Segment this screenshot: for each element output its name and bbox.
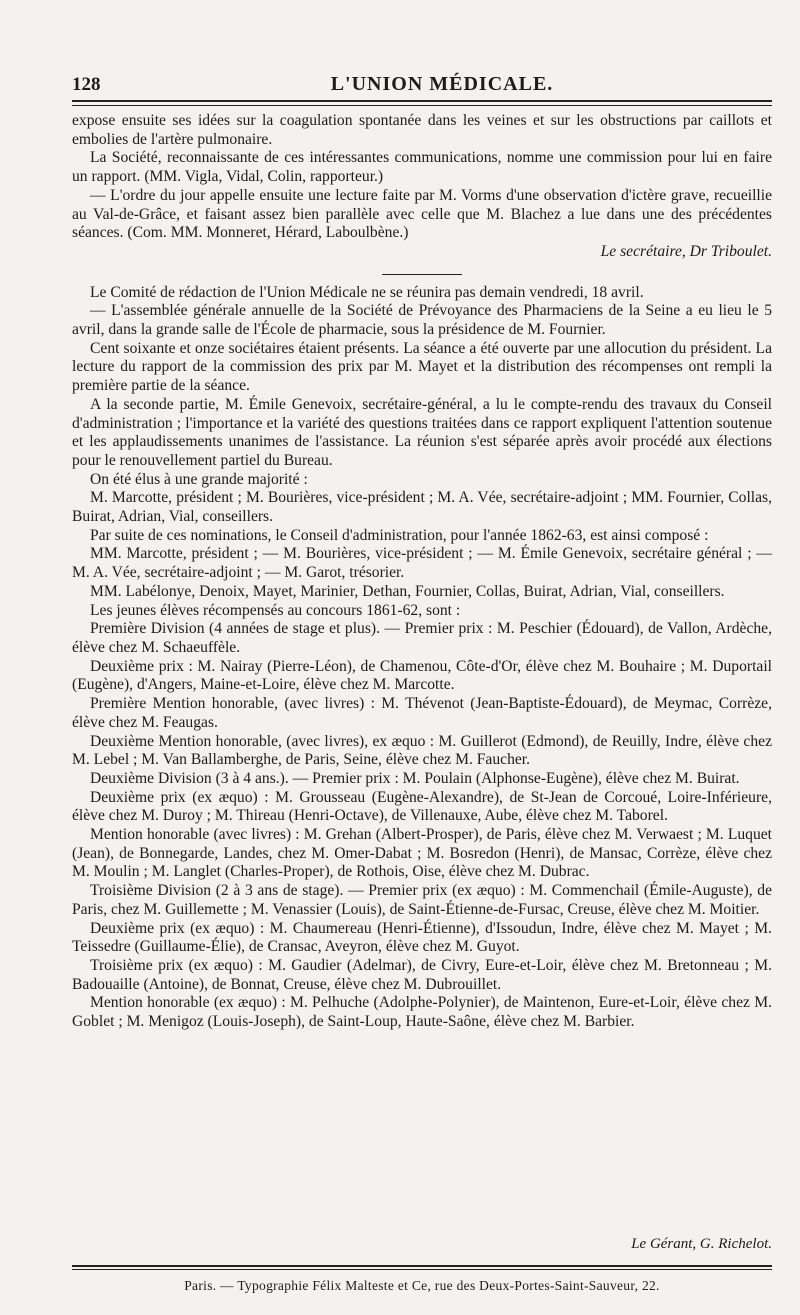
paragraph: Les jeunes élèves récompensés au concours 1861-62, sont : (90, 601, 461, 619)
paragraph: — L'assemblée générale annuelle de la Société de Prévoyance des Pharmaciens de la Seine a eu lieu le 5 avril, dans la grande salle de l'École de pharmacie, sous la présidence de M. Fournier. (72, 302, 772, 339)
paragraph: Deuxième prix : M. Nairay (Pierre-Léon), de Chamenou, Côte-d'Or, élève chez M. Bouhaire ; M. Duportail (Eugène), d'Angers, Maine-et-Loire, élève chez M. Marcotte. (72, 657, 772, 694)
footer-rule (72, 1265, 772, 1270)
header-rule (72, 100, 772, 106)
paragraph: Mention honorable (ex æquo) : M. Pelhuche (Adolphe-Polynier), de Maintenon, Eure-et-Loir, élève chez M. Goblet ; M. Menigoz (Louis-Joseph), de Saint-Loup, Haute-Saône, élève chez M. Barbier. (72, 994, 772, 1031)
paragraph: Deuxième prix (ex æquo) : M. Chaumereau (Henri-Étienne), d'Issoudun, Indre, élève chez M. Mayet ; M. Teissedre (Guillaume-Élie), de Cransac, Aveyron, élève chez M. Guyot. (72, 919, 772, 956)
paragraph: Deuxième prix (ex æquo) : M. Grousseau (Eugène-Alexandre), de St-Jean de Corcoué, Loire-Inférieure, élève chez M. Duroy ; M. Thireau (Henri-Octave), de Villenauxe, Aube, élève chez M. Taborel. (72, 788, 772, 825)
paragraph: On été élus à une grande majorité : (90, 470, 308, 488)
paragraph: MM. Labélonye, Denoix, Mayet, Marinier, Dethan, Fournier, Collas, Buirat, Adrian, Vial, conseillers. (90, 582, 725, 600)
paragraph: Première Mention honorable, (avec livres) : M. Thévenot (Jean-Baptiste-Édouard), de Meymac, Corrèze, élève chez M. Feaugas. (72, 695, 772, 731)
paragraph: Cent soixante et onze sociétaires étaient présents. La séance a été ouverte par une allocution du président. La lecture du rapport de la commission des prix par M. Mayet et la distribution des récompenses ont rempli la première partie de la séance. (72, 339, 772, 395)
paragraph: Le Comité de rédaction de l'Union Médicale ne se réunira pas demain vendredi, 18 avril. (90, 283, 644, 301)
paragraph: M. Marcotte, président ; M. Bourières, vice-président ; M. A. Vée, secrétaire-adjoint ; MM. Fournier, Collas, Buirat, Adrian, Vial, conseillers. (72, 489, 772, 526)
paragraph: MM. Marcotte, président ; — M. Bourières, vice-président ; — M. Émile Genevoix, secrétaire général ; — M. A. Vée, secrétaire-adjoint ; — M. Garot, trésorier. (72, 545, 772, 582)
paragraph: La Société, reconnaissante de ces intéressantes communications, nomme une commission pour lui en faire un rapport. (MM. Vigla, Vidal, Colin, rapporteur.) (72, 149, 772, 186)
paragraph: — L'ordre du jour appelle ensuite une lecture faite par M. Vorms d'une observation d'ictère grave, recueillie au Val-de-Grâce, et faisant assez bien parallèle avec celle que M. Blachez a lue dans une des précédentes séances. (Com. MM. Monneret, Hérard, Laboulbène.) (72, 186, 772, 242)
signature: Le secrétaire, Dr Triboulet. (600, 242, 772, 260)
section-divider (382, 274, 462, 275)
page-footer (72, 1236, 772, 1294)
paragraph: expose ensuite ses idées sur la coagulation spontanée dans les veines et sur les obstructions par caillots et embolies de l'artère pulmonaire. (72, 112, 772, 148)
page-number: 128 (72, 74, 101, 95)
paragraph: Troisième prix (ex æquo) : M. Gaudier (Adelmar), de Civry, Eure-et-Loir, élève chez M. Bretonneau ; M. Badouaille (Antoine), de Bonnat, Creuse, élève chez M. Dubrouillet. (72, 956, 772, 993)
page-header (72, 0, 772, 100)
paragraph: Mention honorable (avec livres) : M. Grehan (Albert-Prosper), de Paris, élève chez M. Verwaest ; M. Luquet (Jean), de Bonnegarde, Landes, chez M. Omer-Dabat ; M. Bosredon (Henri), de Mansac, Corrèze, élève chez M. Moulin ; M. Langlet (Charles-Proper), de Rothois, Oise, élève chez M. Dubrac. (72, 826, 772, 881)
paragraph: Troisième Division (2 à 3 ans de stage). — Premier prix (ex æquo) : M. Commenchail (Émile-Auguste), de Paris, chez M. Guillemette ; M. Venassier (Louis), de Saint-Étienne-de-Fursac, Creuse, élève chez M. Moitier. (72, 882, 772, 918)
paragraph: A la seconde partie, M. Émile Genevoix, secrétaire-général, a lu le compte-rendu des travaux du Conseil d'administration ; l'importance et la variété des questions traitées dans ce rapport expliquent l'attention soutenue et les applaudissements unanimes de l'assistance. La réunion s'est séparée après avoir procédé aux élections pour le renouvellement partiel du Bureau. (72, 395, 772, 469)
article-body (72, 112, 772, 1032)
paragraph: Par suite de ces nominations, le Conseil d'administration, pour l'année 1862-63, est ainsi composé : (90, 526, 709, 544)
paragraph: Première Division (4 années de stage et plus). — Premier prix : M. Peschier (Édouard), de Vallon, Ardèche, élève chez M. Schaeuffèle. (72, 620, 772, 656)
gerant-signature: Le Gérant, G. Richelot. (631, 1236, 772, 1252)
running-title: L'UNION MÉDICALE. (330, 73, 554, 95)
paragraph: Deuxième Division (3 à 4 ans.). — Premier prix : M. Poulain (Alphonse-Eugène), élève chez M. Buirat. (90, 769, 740, 787)
printer-line: Paris. — Typographie Félix Malteste et Ce, rue des Deux-Portes-Saint-Sauveur, 22. (184, 1278, 660, 1293)
paragraph: Deuxième Mention honorable, (avec livres), ex æquo : M. Guillerot (Edmond), de Reuilly, Indre, élève chez M. Lebel ; M. Van Ballamberghe, de Paris, Seine, élève chez M. Faucher. (72, 732, 772, 769)
